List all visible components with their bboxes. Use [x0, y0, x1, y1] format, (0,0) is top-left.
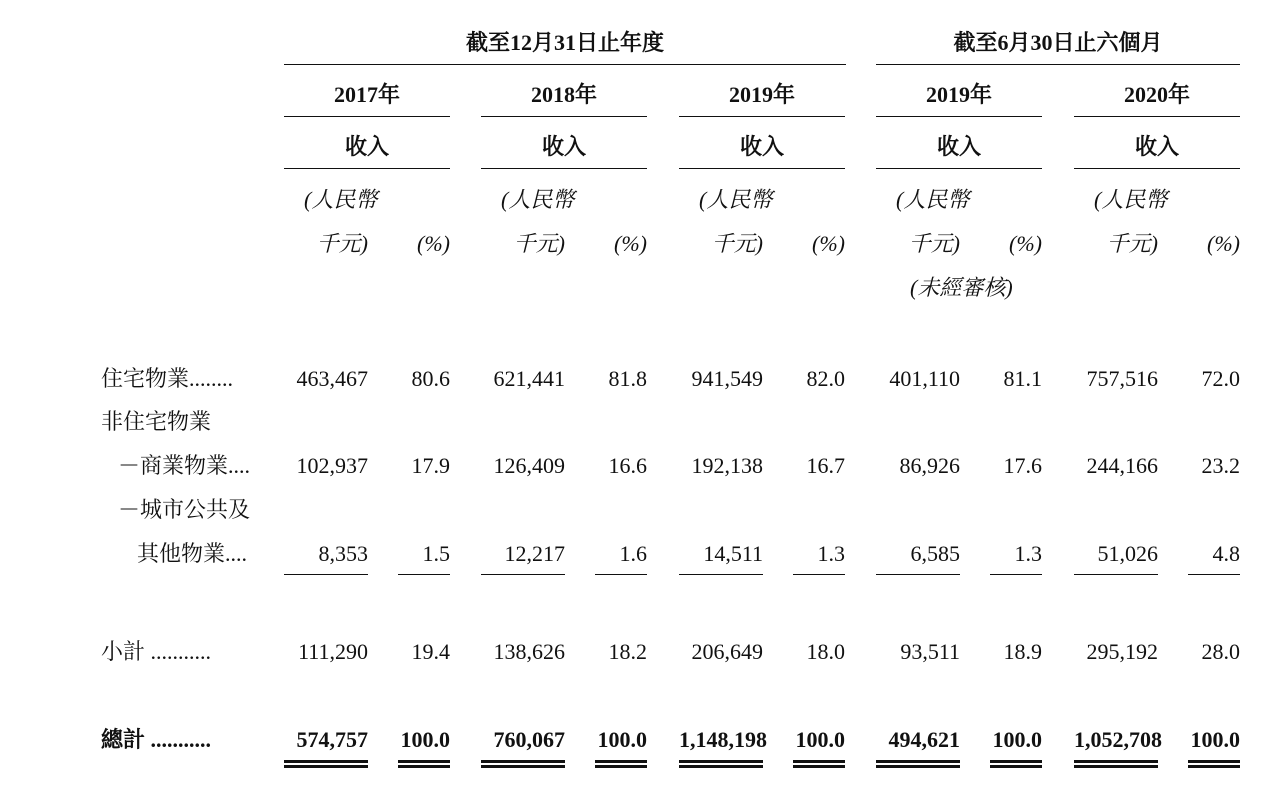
table-cell-total: 1,052,708 — [1074, 727, 1162, 752]
unit-label: 千元) — [1106, 231, 1158, 256]
total-double-rule — [876, 760, 960, 768]
row-label-total: 總計 ........... — [101, 727, 212, 752]
unit-label: (人民幣 — [501, 187, 575, 212]
column-rule — [679, 116, 845, 117]
table-cell: 82.0 — [806, 366, 845, 391]
row-label-other-properties: 其他物業.... — [137, 541, 248, 566]
table-cell: 1.3 — [1014, 541, 1042, 566]
table-cell-total: 574,757 — [296, 727, 368, 752]
total-double-rule — [284, 760, 368, 768]
table-cell: 18.2 — [608, 639, 647, 664]
column-revenue-label: 收入 — [344, 134, 389, 159]
table-cell: 86,926 — [899, 453, 960, 478]
table-cell-total: 494,621 — [888, 727, 960, 752]
table-cell: 16.6 — [608, 453, 647, 478]
unit-label: 千元) — [513, 231, 565, 256]
unit-label: 千元) — [316, 231, 368, 256]
table-cell-total: 100.0 — [992, 727, 1042, 752]
column-revenue-label: 收入 — [541, 134, 586, 159]
column-period: 2017年 — [333, 82, 400, 107]
percent-label: (%) — [417, 231, 450, 256]
group-header-six-months: 截至6月30日止六個月 — [953, 30, 1163, 55]
table-cell: 126,409 — [493, 453, 565, 478]
column-rule — [679, 168, 845, 169]
row-label-subtotal: 小計 ........... — [101, 639, 212, 664]
percent-label: (%) — [1009, 231, 1042, 256]
table-cell: 19.4 — [411, 639, 450, 664]
table-cell: 111,290 — [298, 639, 368, 664]
table-cell: 16.7 — [806, 453, 845, 478]
table-cell: 941,549 — [691, 366, 763, 391]
table-cell-total: 100.0 — [597, 727, 647, 752]
total-double-rule — [398, 760, 450, 768]
column-rule — [481, 168, 647, 169]
sum-rule — [595, 574, 647, 575]
table-cell: 17.6 — [1003, 453, 1042, 478]
row-label-non-residential: 非住宅物業 — [101, 409, 212, 434]
column-period: 2020年 — [1123, 82, 1190, 107]
table-cell: 81.8 — [608, 366, 647, 391]
sum-rule — [284, 574, 368, 575]
table-cell: 80.6 — [411, 366, 450, 391]
column-period: 2019年 — [728, 82, 795, 107]
unit-label: (人民幣 — [304, 187, 378, 212]
table-cell: 1.3 — [817, 541, 845, 566]
table-cell: 51,026 — [1097, 541, 1158, 566]
table-cell: 1.6 — [619, 541, 647, 566]
table-cell: 138,626 — [493, 639, 565, 664]
sum-rule — [679, 574, 763, 575]
sum-rule — [793, 574, 845, 575]
column-rule — [1074, 116, 1240, 117]
table-cell-total: 100.0 — [795, 727, 845, 752]
table-cell: 17.9 — [411, 453, 450, 478]
percent-label: (%) — [1207, 231, 1240, 256]
table-cell: 12,217 — [504, 541, 565, 566]
column-period: 2019年 — [925, 82, 992, 107]
unit-label: 千元) — [908, 231, 960, 256]
group-header-full-year: 截至12月31日止年度 — [465, 30, 664, 55]
table-cell: 8,353 — [318, 541, 368, 566]
total-double-rule — [1074, 760, 1158, 768]
row-label-residential: 住宅物業........ — [101, 366, 234, 391]
unit-label: (人民幣 — [896, 187, 970, 212]
sum-rule — [481, 574, 565, 575]
table-cell: 192,138 — [691, 453, 763, 478]
table-cell: 14,511 — [703, 541, 763, 566]
column-revenue-label: 收入 — [1134, 134, 1179, 159]
table-cell: 6,585 — [910, 541, 960, 566]
group-header-rule — [284, 64, 846, 65]
total-double-rule — [595, 760, 647, 768]
table-cell: 81.1 — [1003, 366, 1042, 391]
table-cell: 18.0 — [806, 639, 845, 664]
row-label-commercial: －商業物業.... — [118, 453, 251, 478]
total-double-rule — [793, 760, 845, 768]
unaudited-note: (未經審核) — [910, 275, 1013, 300]
table-cell: 93,511 — [900, 639, 960, 664]
total-double-rule — [990, 760, 1042, 768]
sum-rule — [398, 574, 450, 575]
table-cell: 401,110 — [889, 366, 960, 391]
table-cell: 102,937 — [296, 453, 368, 478]
total-double-rule — [679, 760, 763, 768]
table-cell: 72.0 — [1201, 366, 1240, 391]
unit-label: (人民幣 — [699, 187, 773, 212]
column-rule — [284, 168, 450, 169]
percent-label: (%) — [614, 231, 647, 256]
table-cell-total: 100.0 — [400, 727, 450, 752]
column-rule — [481, 116, 647, 117]
column-revenue-label: 收入 — [739, 134, 784, 159]
table-cell: 4.8 — [1212, 541, 1240, 566]
column-rule — [876, 168, 1042, 169]
table-cell: 244,166 — [1086, 453, 1158, 478]
unit-label: 千元) — [711, 231, 763, 256]
sum-rule — [990, 574, 1042, 575]
table-cell: 23.2 — [1201, 453, 1240, 478]
table-cell: 463,467 — [296, 366, 368, 391]
table-cell: 295,192 — [1086, 639, 1158, 664]
sum-rule — [1188, 574, 1240, 575]
table-cell: 757,516 — [1086, 366, 1158, 391]
column-rule — [876, 116, 1042, 117]
table-cell: 1.5 — [422, 541, 450, 566]
table-cell-total: 100.0 — [1190, 727, 1240, 752]
total-double-rule — [1188, 760, 1240, 768]
table-cell: 28.0 — [1201, 639, 1240, 664]
table-cell: 621,441 — [493, 366, 565, 391]
column-period: 2018年 — [530, 82, 597, 107]
table-cell: 206,649 — [691, 639, 763, 664]
table-cell-total: 760,067 — [493, 727, 565, 752]
sum-rule — [876, 574, 960, 575]
sum-rule — [1074, 574, 1158, 575]
table-cell: 18.9 — [1003, 639, 1042, 664]
total-double-rule — [481, 760, 565, 768]
column-revenue-label: 收入 — [936, 134, 981, 159]
column-rule — [284, 116, 450, 117]
percent-label: (%) — [812, 231, 845, 256]
unit-label: (人民幣 — [1094, 187, 1168, 212]
table-cell-total: 1,148,198 — [679, 727, 767, 752]
column-rule — [1074, 168, 1240, 169]
row-label-urban-public: －城市公共及 — [118, 497, 251, 522]
group-header-rule — [876, 64, 1240, 65]
